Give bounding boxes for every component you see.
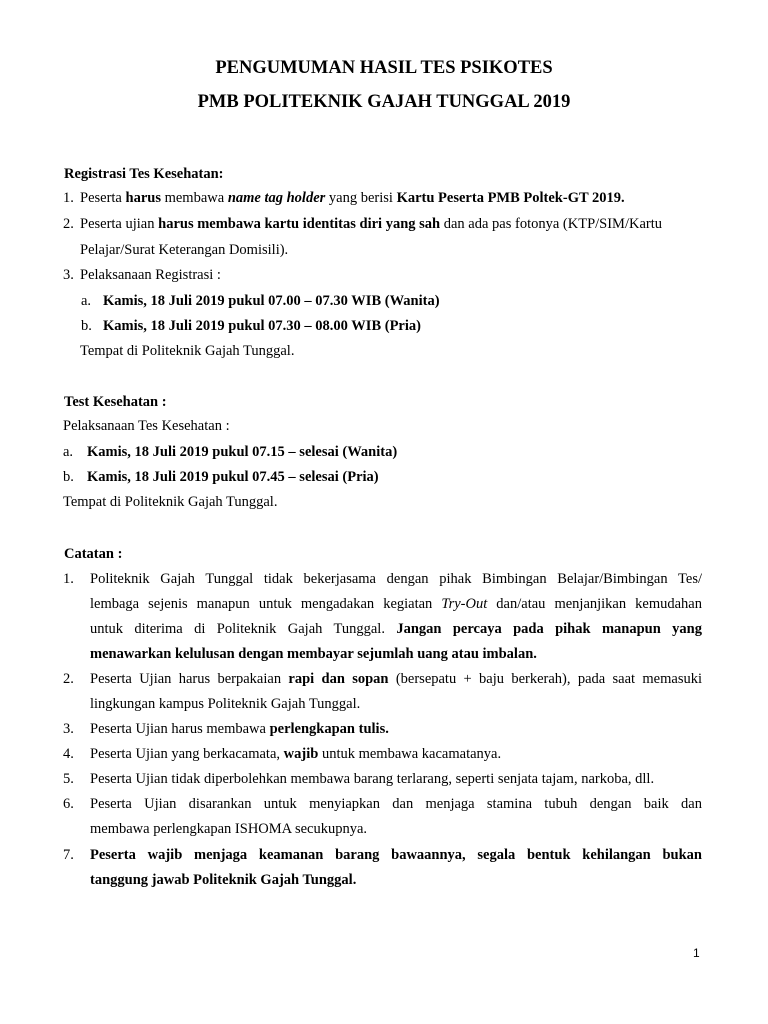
note-7-number: 7. [63, 847, 74, 863]
reg-sub-b-text: Kamis, 18 Juli 2019 pukul 07.30 – 08.00 WIB (Pria) [103, 318, 421, 334]
reg-item-1-number: 1. [63, 190, 74, 206]
reg-item-1-b: harus [125, 190, 161, 206]
note-1-number: 1. [63, 571, 74, 587]
note-3 [90, 720, 389, 738]
reg-item-2-number: 2. [63, 216, 74, 232]
note-4-b: wajib [283, 746, 319, 762]
reg-item-1-e: yang berisi [325, 190, 397, 206]
reg-item-1-f: Kartu Peserta PMB Poltek-GT 2019. [396, 190, 625, 206]
test-sub-a-text: Kamis, 18 Juli 2019 pukul 07.15 – selesai (Wanita) [87, 444, 398, 460]
registrasi-heading: Registrasi Tes Kesehatan: [64, 166, 224, 182]
test-sub-a-label: a. [63, 444, 74, 460]
note-1-line-1: Politeknik Gajah Tunggal tidak bekerjasama dengan pihak Bimbingan Belajar/Bimbingan Tes/ [90, 571, 702, 587]
reg-sub-b-label: b. [81, 318, 92, 334]
note-1-l2a: lembaga sejenis manapun untuk mengadakan kegiatan [90, 596, 442, 612]
reg-item-1-c: membawa [160, 190, 228, 206]
note-4 [90, 745, 501, 763]
reg-item-2-c: dan ada pas fotonya (KTP/SIM/Kartu [440, 216, 662, 232]
note-3-b: perlengkapan tulis. [269, 721, 389, 737]
reg-item-3-text: Pelaksanaan Registrasi : [80, 267, 221, 283]
reg-item-1 [80, 189, 625, 207]
note-1-line-3 [90, 620, 702, 638]
note-4-number: 4. [63, 746, 74, 762]
note-5: Peserta Ujian tidak diperbolehkan membawa barang terlarang, seperti senjata tajam, narkoba, dll. [90, 771, 655, 787]
note-2-l1c: (bersepatu + baju berkerah), pada saat memasuki [388, 671, 702, 687]
note-3-a: Peserta Ujian harus membawa [90, 721, 270, 737]
reg-item-2-b: harus membawa kartu identitas diri yang sah [158, 216, 441, 232]
note-7-line-1: Peserta wajib menjaga keamanan barang bawaannya, segala bentuk kehilangan bukan [90, 847, 702, 863]
note-3-number: 3. [63, 721, 74, 737]
note-6-line-2: membawa perlengkapan ISHOMA secukupnya. [90, 821, 368, 837]
note-4-c: untuk membawa kacamatanya. [318, 746, 502, 762]
title-line-2: PMB POLITEKNIK GAJAH TUNGGAL 2019 [197, 92, 571, 112]
reg-item-2-a: Peserta ujian [80, 216, 159, 232]
note-1-l3a: untuk diterima di Politeknik Gajah Tunggal. [90, 621, 397, 637]
note-2-line-1 [90, 670, 702, 688]
title-line-1: PENGUMUMAN HASIL TES PSIKOTES [215, 58, 553, 78]
reg-item-2-line-2: Pelajar/Surat Keterangan Domisili). [80, 242, 289, 258]
catatan-heading: Catatan : [64, 546, 123, 562]
note-4-a: Peserta Ujian yang berkacamata, [90, 746, 284, 762]
note-2-line-2: lingkungan kampus Politeknik Gajah Tunggal. [90, 696, 361, 712]
reg-item-2-line-1 [80, 215, 662, 233]
note-1-l2b: Try-Out [441, 596, 488, 612]
note-6-line-1: Peserta Ujian disarankan untuk menyiapkan dan menjaga stamina tubuh dengan baik dan [90, 796, 702, 812]
note-6-number: 6. [63, 796, 74, 812]
reg-item-1-a: Peserta [80, 190, 126, 206]
page-number: 1 [693, 946, 700, 960]
note-1-line-4: menawarkan kelulusan dengan membayar sejumlah uang atau imbalan. [90, 646, 537, 662]
test-sub-b-label: b. [63, 469, 74, 485]
note-5-number: 5. [63, 771, 74, 787]
note-2-l1b: rapi dan sopan [288, 671, 389, 687]
note-2-l1a: Peserta Ujian harus berpakaian [90, 671, 289, 687]
note-1-l3b: Jangan percaya pada pihak manapun yang [396, 621, 702, 637]
note-1-line-2 [90, 595, 702, 613]
note-1-l2c: dan/atau menjanjikan kemudahan [487, 596, 702, 612]
test-heading: Test Kesehatan : [64, 394, 167, 410]
test-sub-b-text: Kamis, 18 Juli 2019 pukul 07.45 – selesai (Pria) [87, 469, 379, 485]
note-7-line-2: tanggung jawab Politeknik Gajah Tunggal. [90, 872, 357, 888]
test-place: Tempat di Politeknik Gajah Tunggal. [63, 494, 278, 510]
reg-sub-a-label: a. [81, 293, 92, 309]
reg-sub-a-text: Kamis, 18 Juli 2019 pukul 07.00 – 07.30 WIB (Wanita) [103, 293, 440, 309]
note-2-number: 2. [63, 671, 74, 687]
reg-place: Tempat di Politeknik Gajah Tunggal. [80, 343, 295, 359]
reg-item-3-number: 3. [63, 267, 74, 283]
test-intro: Pelaksanaan Tes Kesehatan : [63, 418, 230, 434]
reg-item-1-d: name tag holder [227, 190, 326, 206]
